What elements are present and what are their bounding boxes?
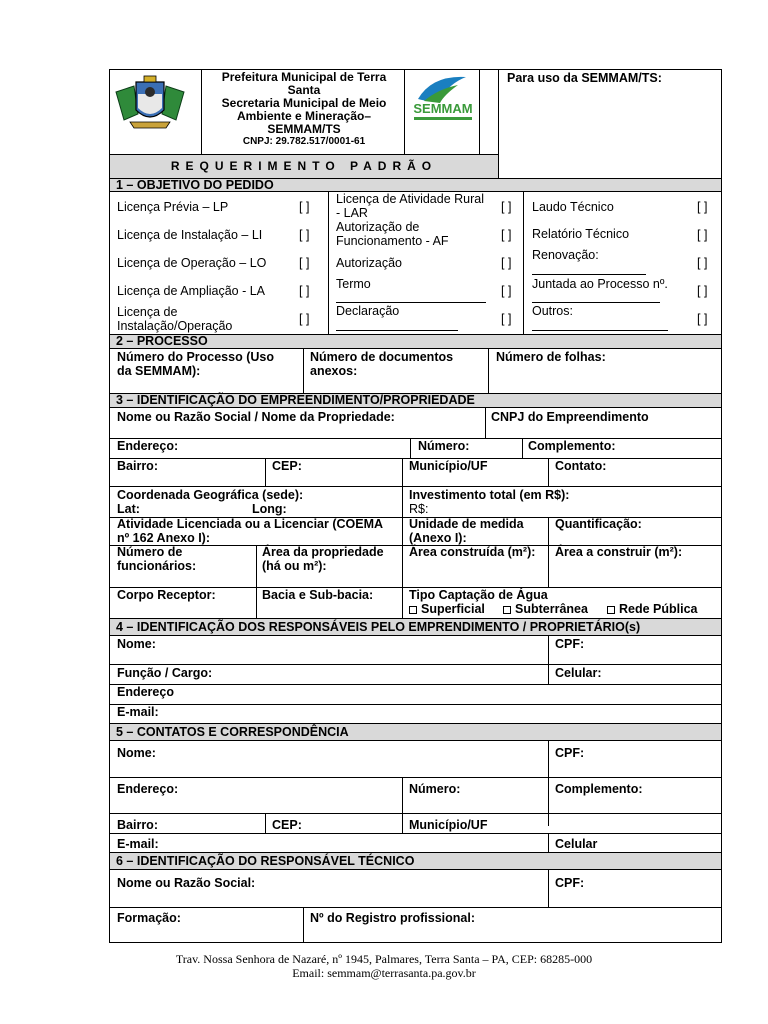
option-af-label-1: Autorização de bbox=[336, 220, 420, 234]
option-relatorio-label: Relatório Técnico bbox=[532, 227, 630, 241]
enterprise-number-label: Número: bbox=[418, 439, 470, 453]
activity-label-1: Atividade Licenciada ou a Licenciar (COEMA bbox=[117, 517, 384, 531]
option-outros-checkbox[interactable]: [ ] bbox=[697, 312, 708, 326]
activity-label-2: nº 162 Anexo I): bbox=[117, 531, 211, 545]
contact-cpf-label: CPF: bbox=[555, 746, 585, 760]
option-lar-label-2: - LAR bbox=[336, 206, 368, 220]
rede-publica-text: Rede Pública bbox=[619, 602, 698, 616]
measure-unit-label-1: Unidade de medida bbox=[409, 517, 524, 531]
enterprise-cep-label: CEP: bbox=[272, 459, 302, 473]
coordinates-label: Coordenada Geográfica (sede): bbox=[117, 488, 304, 502]
option-lar-label-1: Licença de Atividade Rural bbox=[336, 192, 485, 206]
option-renovacao-checkbox[interactable]: [ ] bbox=[697, 256, 708, 270]
water-capture-label: Tipo Captação de Água bbox=[409, 588, 548, 602]
technician-registry-label: Nº do Registro profissional: bbox=[310, 911, 475, 925]
enterprise-address-label: Endereço: bbox=[117, 439, 179, 453]
org-line-2: Santa bbox=[287, 83, 321, 97]
section-4-title: 4 – IDENTIFICAÇÃO DOS RESPONSÁVEIS PELO EMPRENDIMENTO / PROPRIETÁRIO(s) bbox=[110, 618, 721, 636]
option-juntada-checkbox[interactable]: [ ] bbox=[697, 284, 708, 298]
option-declaracao-checkbox[interactable]: [ ] bbox=[501, 312, 512, 326]
technician-education-label: Formação: bbox=[117, 911, 181, 925]
option-lio-checkbox[interactable]: [ ] bbox=[299, 312, 310, 326]
form-title: REQUERIMENTO PADRÃO bbox=[110, 154, 498, 178]
process-number-label-2: da SEMMAM): bbox=[117, 364, 201, 378]
option-renovacao-label: Renovação: bbox=[532, 248, 599, 262]
option-af-label-2: Funcionamento - AF bbox=[336, 234, 449, 248]
option-autorizacao-label: Autorização bbox=[336, 256, 403, 270]
water-option-subterranea[interactable] bbox=[503, 602, 588, 616]
office-use-label: Para uso da SEMMAM/TS: bbox=[507, 71, 662, 85]
property-area-label-2: (há ou m²): bbox=[262, 559, 327, 573]
contact-cep-label: CEP: bbox=[272, 818, 302, 832]
section-6-title: 6 – IDENTIFICAÇÃO DO RESPONSÁVEL TÉCNICO bbox=[110, 852, 721, 870]
contact-email-label: E-mail: bbox=[117, 837, 159, 851]
pages-count-label: Número de folhas: bbox=[496, 350, 606, 364]
enterprise-district-label: Bairro: bbox=[117, 459, 158, 473]
option-li-checkbox[interactable]: [ ] bbox=[299, 228, 310, 242]
technician-cpf-label: CPF: bbox=[555, 876, 585, 890]
section-5-title: 5 – CONTATOS E CORRESPONDÊNCIA bbox=[110, 723, 721, 741]
option-af-checkbox[interactable]: [ ] bbox=[501, 228, 512, 242]
built-area-label: Área construída (m²): bbox=[409, 545, 536, 559]
investment-label: Investimento total (em R$): bbox=[409, 488, 570, 502]
enterprise-city-label: Município/UF bbox=[409, 459, 488, 473]
enterprise-complement-label: Complemento: bbox=[528, 439, 616, 453]
org-cnpj: CNPJ: 29.782.517/0001-61 bbox=[242, 136, 366, 147]
owner-address-label: Endereço bbox=[117, 685, 174, 699]
option-outros-label: Outros: bbox=[532, 304, 573, 318]
area-to-build-label: Área a construir (m²): bbox=[555, 545, 683, 559]
option-termo-label: Termo bbox=[336, 277, 371, 291]
technician-name-label: Nome ou Razão Social: bbox=[117, 876, 256, 890]
owner-mobile-label: Celular: bbox=[555, 666, 602, 680]
option-lp-label: Licença Prévia – LP bbox=[117, 200, 229, 214]
option-la-checkbox[interactable]: [ ] bbox=[299, 284, 310, 298]
outros-underline[interactable] bbox=[532, 330, 668, 331]
water-option-superficial[interactable] bbox=[409, 602, 485, 616]
process-number-label-1: Número do Processo (Uso bbox=[117, 350, 274, 364]
municipal-coat-of-arms bbox=[114, 74, 186, 132]
footer-email: Email: semmam@terrasanta.pa.gov.br bbox=[292, 966, 476, 980]
enterprise-name-label: Nome ou Razão Social / Nome da Propriedade: bbox=[117, 410, 395, 424]
requerimento-form bbox=[109, 69, 722, 943]
option-lo-label: Licença de Operação – LO bbox=[117, 256, 267, 270]
superficial-text: Superficial bbox=[421, 602, 485, 616]
measure-unit-label-2: (Anexo I): bbox=[409, 531, 467, 545]
owner-cpf-label: CPF: bbox=[555, 637, 585, 651]
option-laudo-label: Laudo Técnico bbox=[532, 200, 614, 214]
subterranea-checkbox[interactable] bbox=[503, 606, 511, 614]
option-termo-checkbox[interactable]: [ ] bbox=[501, 284, 512, 298]
option-autorizacao-checkbox[interactable]: [ ] bbox=[501, 256, 512, 270]
owner-name-label: Nome: bbox=[117, 637, 156, 651]
subterranea-text: Subterrânea bbox=[515, 602, 588, 616]
footer-address: Trav. Nossa Senhora de Nazaré, nº 1945, Palmares, Terra Santa – PA, CEP: 68285-000 bbox=[175, 952, 593, 966]
section-3-title: 3 – IDENTIFICAÇÃO DO EMPREENDIMENTO/PROPRIEDADE bbox=[110, 393, 721, 408]
section-1-title: 1 – OBJETIVO DO PEDIDO bbox=[110, 178, 721, 192]
organization-header bbox=[204, 70, 404, 154]
option-lio-label-2: Instalação/Operação bbox=[117, 319, 233, 333]
contact-mobile-label: Celular bbox=[555, 837, 598, 851]
org-line-5: SEMMAM/TS bbox=[267, 122, 341, 136]
longitude-label: Long: bbox=[252, 502, 287, 516]
investment-currency: R$: bbox=[409, 502, 429, 516]
contact-district-label: Bairro: bbox=[117, 818, 158, 832]
option-la-label: Licença de Ampliação - LA bbox=[117, 284, 266, 298]
attached-docs-label-2: anexos: bbox=[310, 364, 358, 378]
contact-complement-label: Complemento: bbox=[555, 782, 643, 796]
section-2-title: 2 – PROCESSO bbox=[110, 334, 721, 349]
semmam-logo-text: SEMMAM bbox=[413, 101, 473, 116]
superficial-checkbox[interactable] bbox=[409, 606, 417, 614]
contact-number-label: Número: bbox=[409, 782, 461, 796]
org-line-4: Ambiente e Mineração– bbox=[236, 109, 372, 123]
org-line-1: Prefeitura Municipal de Terra bbox=[221, 70, 387, 84]
contact-address-label: Endereço: bbox=[117, 782, 179, 796]
employees-label-1: Número de bbox=[117, 545, 183, 559]
property-area-label-1: Área da propriedade bbox=[262, 545, 384, 559]
employees-label-2: funcionários: bbox=[117, 559, 197, 573]
owner-role-label: Função / Cargo: bbox=[117, 666, 213, 680]
juntada-underline[interactable] bbox=[532, 302, 660, 303]
quantification-label: Quantificação: bbox=[555, 517, 642, 531]
option-relatorio-checkbox[interactable]: [ ] bbox=[697, 228, 708, 242]
latitude-label: Lat: bbox=[117, 502, 140, 516]
semmam-logo bbox=[410, 73, 476, 125]
water-option-rede-publica[interactable] bbox=[607, 602, 698, 616]
rede-publica-checkbox[interactable] bbox=[607, 606, 615, 614]
option-laudo-checkbox[interactable]: [ ] bbox=[697, 200, 708, 214]
receiving-body-label: Corpo Receptor: bbox=[117, 588, 216, 602]
enterprise-contact-label: Contato: bbox=[555, 459, 607, 473]
renovacao-underline[interactable] bbox=[532, 274, 646, 275]
contact-name-label: Nome: bbox=[117, 746, 156, 760]
owner-email-label: E-mail: bbox=[117, 705, 159, 719]
declaracao-underline[interactable] bbox=[336, 330, 458, 331]
attached-docs-label-1: Número de documentos bbox=[310, 350, 454, 364]
option-declaracao-label: Declaração bbox=[336, 304, 400, 318]
option-lar-checkbox[interactable]: [ ] bbox=[501, 200, 512, 214]
basin-label: Bacia e Sub-bacia: bbox=[262, 588, 374, 602]
option-juntada-label: Juntada ao Processo nº. bbox=[532, 277, 668, 291]
option-lo-checkbox[interactable]: [ ] bbox=[299, 256, 310, 270]
enterprise-cnpj-label: CNPJ do Empreendimento bbox=[491, 410, 649, 424]
option-lp-checkbox[interactable]: [ ] bbox=[299, 200, 310, 214]
termo-underline[interactable] bbox=[336, 302, 486, 303]
org-line-3: Secretaria Municipal de Meio bbox=[221, 96, 387, 110]
option-li-label: Licença de Instalação – LI bbox=[117, 228, 263, 242]
option-lio-label-1: Licença de bbox=[117, 305, 178, 319]
contact-city-label: Município/UF bbox=[409, 818, 488, 832]
